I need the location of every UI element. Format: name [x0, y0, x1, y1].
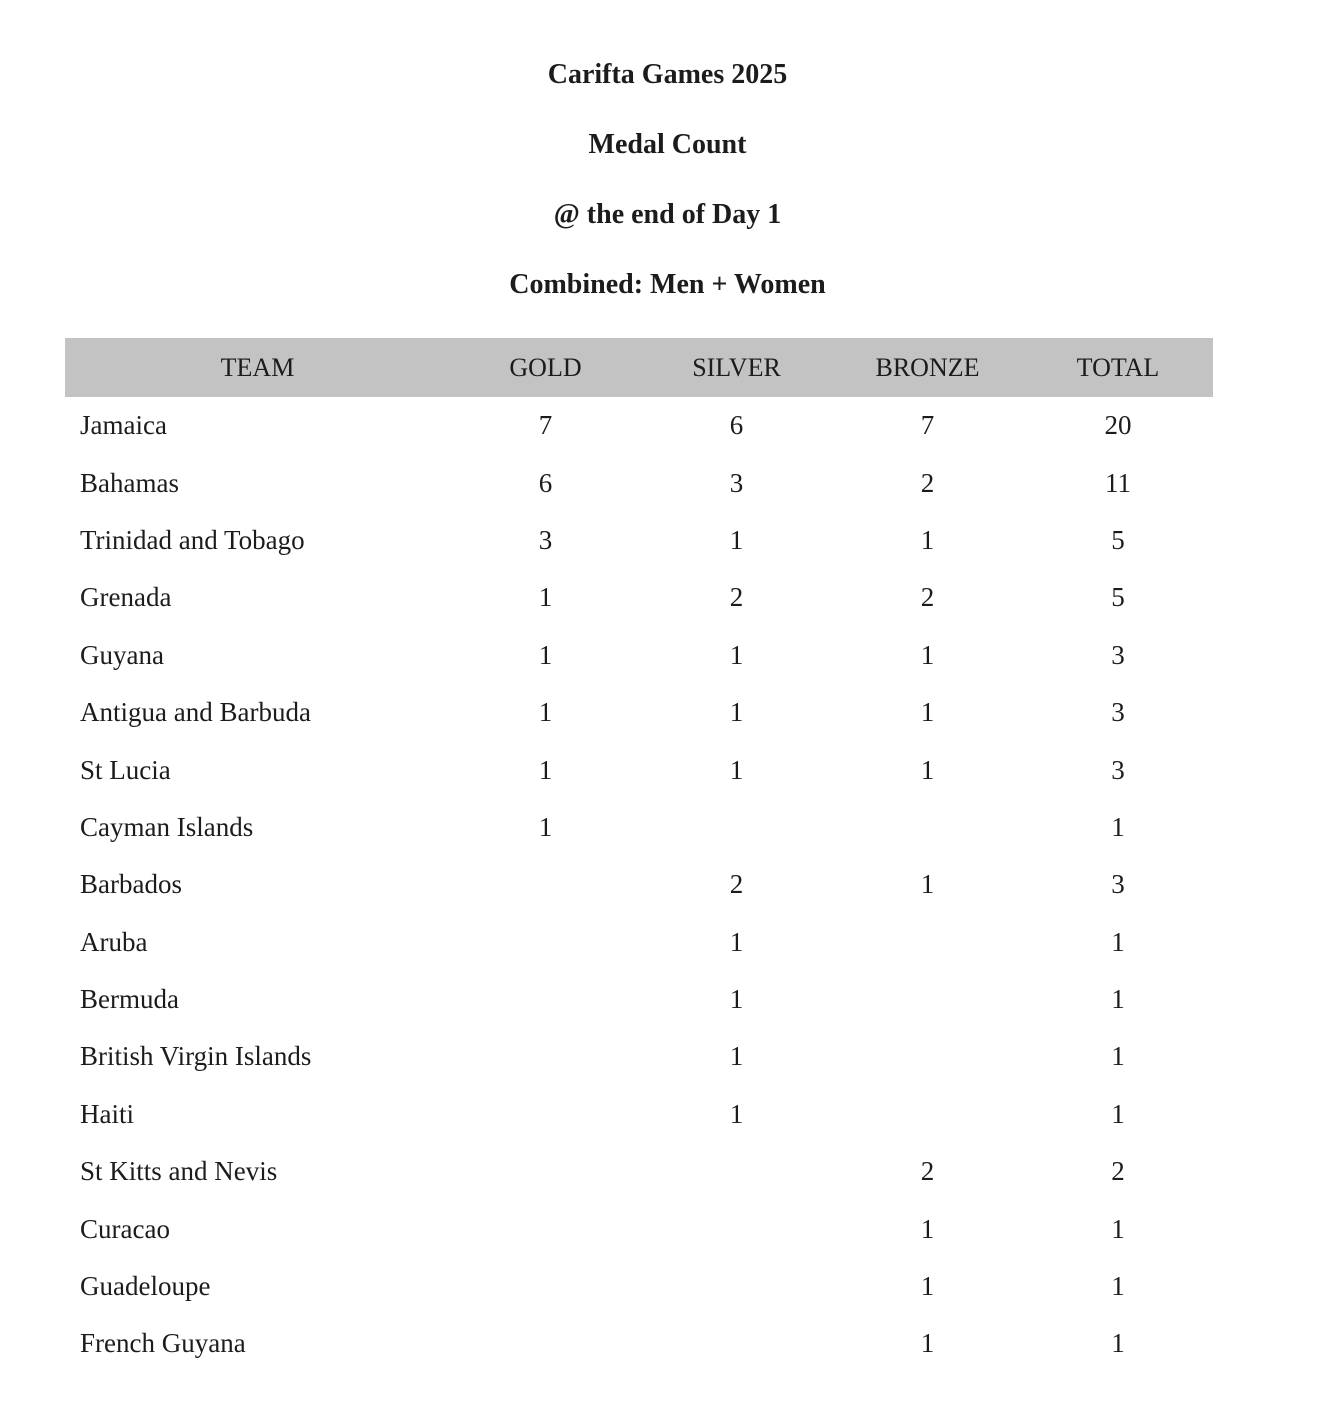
table-row: [65, 741, 1213, 798]
bronze-count-cell: 1: [920, 869, 935, 900]
team-name-cell: Curacao: [80, 1213, 170, 1244]
silver-count-cell: 1: [729, 1041, 744, 1072]
silver-count-cell: 1: [729, 1098, 744, 1129]
team-name-cell: French Guyana: [80, 1328, 246, 1359]
table-row: [65, 1200, 1213, 1257]
bronze-count-cell: 1: [920, 1328, 935, 1359]
team-name-cell: Trinidad and Tobago: [80, 524, 305, 555]
table-row: [65, 684, 1213, 741]
total-count-cell: 3: [1111, 869, 1125, 900]
bronze-count-cell: [832, 1028, 1023, 1085]
silver-count-cell: [641, 1258, 832, 1315]
silver-count-cell: [641, 1143, 832, 1200]
team-name-cell: Aruba: [80, 926, 148, 957]
table-row: [65, 799, 1213, 856]
table-row: [65, 1315, 1213, 1372]
total-count-cell: 2: [1111, 1156, 1125, 1187]
gold-count-cell: 6: [538, 467, 553, 498]
bronze-count-cell: 2: [920, 467, 935, 498]
gold-count-cell: 7: [538, 410, 553, 441]
bronze-count-cell: 1: [920, 754, 935, 785]
team-name-cell: Antigua and Barbuda: [80, 697, 311, 728]
column-header-silver: SILVER: [641, 338, 832, 397]
page-title: Carifta Games 2025: [547, 59, 788, 90]
gold-count-cell: [450, 1086, 641, 1143]
gold-count-cell: [450, 1028, 641, 1085]
bronze-count-cell: 2: [920, 582, 935, 613]
total-count-cell: 5: [1111, 524, 1125, 555]
silver-count-cell: 1: [729, 639, 744, 670]
medal-table-body: [65, 397, 1213, 1373]
team-name-cell: St Lucia: [80, 754, 171, 785]
silver-count-cell: 1: [729, 984, 744, 1015]
bronze-count-cell: [832, 1086, 1023, 1143]
silver-count-cell: 1: [729, 524, 744, 555]
bronze-count-cell: 1: [920, 697, 935, 728]
bronze-count-cell: [832, 799, 1023, 856]
silver-count-cell: [641, 799, 832, 856]
subtitle-day: @ the end of Day 1: [553, 199, 782, 230]
table-row: [65, 454, 1213, 511]
team-name-cell: Bermuda: [80, 984, 179, 1015]
team-name-cell: Jamaica: [80, 410, 167, 441]
bronze-count-cell: 1: [920, 1271, 935, 1302]
team-name-cell: Bahamas: [80, 467, 179, 498]
silver-count-cell: 2: [729, 869, 744, 900]
gold-count-cell: [450, 1143, 641, 1200]
total-count-cell: 5: [1111, 582, 1125, 613]
bronze-count-cell: 1: [920, 1213, 935, 1244]
silver-count-cell: 1: [729, 697, 744, 728]
total-count-cell: 20: [1104, 410, 1132, 441]
total-count-cell: 1: [1111, 926, 1125, 957]
gold-count-cell: [450, 1200, 641, 1257]
table-row: [65, 856, 1213, 913]
gold-count-cell: 1: [538, 811, 553, 842]
table-row: [65, 1258, 1213, 1315]
team-name-cell: Guyana: [80, 639, 164, 670]
silver-count-cell: 2: [729, 582, 744, 613]
gold-count-cell: [450, 914, 641, 971]
bronze-count-cell: 1: [920, 639, 935, 670]
gold-count-cell: [450, 971, 641, 1028]
team-name-cell: Grenada: [80, 582, 172, 613]
total-count-cell: 3: [1111, 754, 1125, 785]
table-row: [65, 569, 1213, 626]
total-count-cell: 11: [1105, 467, 1131, 498]
document-content: [65, 0, 1270, 1373]
total-count-cell: 1: [1111, 1213, 1125, 1244]
bronze-count-cell: 2: [920, 1156, 935, 1187]
silver-count-cell: 6: [729, 410, 744, 441]
team-name-cell: British Virgin Islands: [80, 1041, 312, 1072]
subtitle-medal-count: Medal Count: [588, 129, 747, 160]
column-header-total: TOTAL: [1023, 338, 1213, 397]
bronze-count-cell: 7: [920, 410, 935, 441]
gold-count-cell: [450, 1258, 641, 1315]
table-row: [65, 1086, 1213, 1143]
subtitle-combined: Combined: Men + Women: [509, 269, 826, 300]
silver-count-cell: 3: [729, 467, 744, 498]
total-count-cell: 1: [1111, 1271, 1125, 1302]
medal-count-table: [65, 338, 1213, 1373]
table-row: [65, 512, 1213, 569]
silver-count-cell: 1: [729, 754, 744, 785]
team-name-cell: Barbados: [80, 869, 182, 900]
silver-count-cell: [641, 1315, 832, 1372]
total-count-cell: 1: [1111, 984, 1125, 1015]
total-count-cell: 1: [1111, 1328, 1125, 1359]
gold-count-cell: 1: [538, 582, 553, 613]
gold-count-cell: 1: [538, 639, 553, 670]
gold-count-cell: 1: [538, 754, 553, 785]
total-count-cell: 3: [1111, 639, 1125, 670]
gold-count-cell: 1: [538, 697, 553, 728]
table-row: [65, 1028, 1213, 1085]
gold-count-cell: 3: [538, 524, 553, 555]
team-name-cell: St Kitts and Nevis: [80, 1156, 278, 1187]
column-header-bronze: BRONZE: [832, 338, 1023, 397]
silver-count-cell: [641, 1200, 832, 1257]
team-name-cell: Cayman Islands: [80, 811, 254, 842]
team-name-cell: Guadeloupe: [80, 1271, 211, 1302]
table-row: [65, 1143, 1213, 1200]
silver-count-cell: 1: [729, 926, 744, 957]
total-count-cell: 3: [1111, 697, 1125, 728]
table-row: [65, 627, 1213, 684]
column-header-gold: GOLD: [450, 338, 641, 397]
gold-count-cell: [450, 1315, 641, 1372]
table-row: [65, 971, 1213, 1028]
total-count-cell: 1: [1111, 1041, 1125, 1072]
bronze-count-cell: [832, 914, 1023, 971]
total-count-cell: 1: [1111, 811, 1125, 842]
bronze-count-cell: 1: [920, 524, 935, 555]
table-row: [65, 397, 1213, 454]
total-count-cell: 1: [1111, 1098, 1125, 1129]
team-name-cell: Haiti: [80, 1098, 134, 1129]
table-row: [65, 914, 1213, 971]
table-header-row: [65, 338, 1213, 397]
gold-count-cell: [450, 856, 641, 913]
column-header-team: TEAM: [65, 338, 450, 397]
bronze-count-cell: [832, 971, 1023, 1028]
